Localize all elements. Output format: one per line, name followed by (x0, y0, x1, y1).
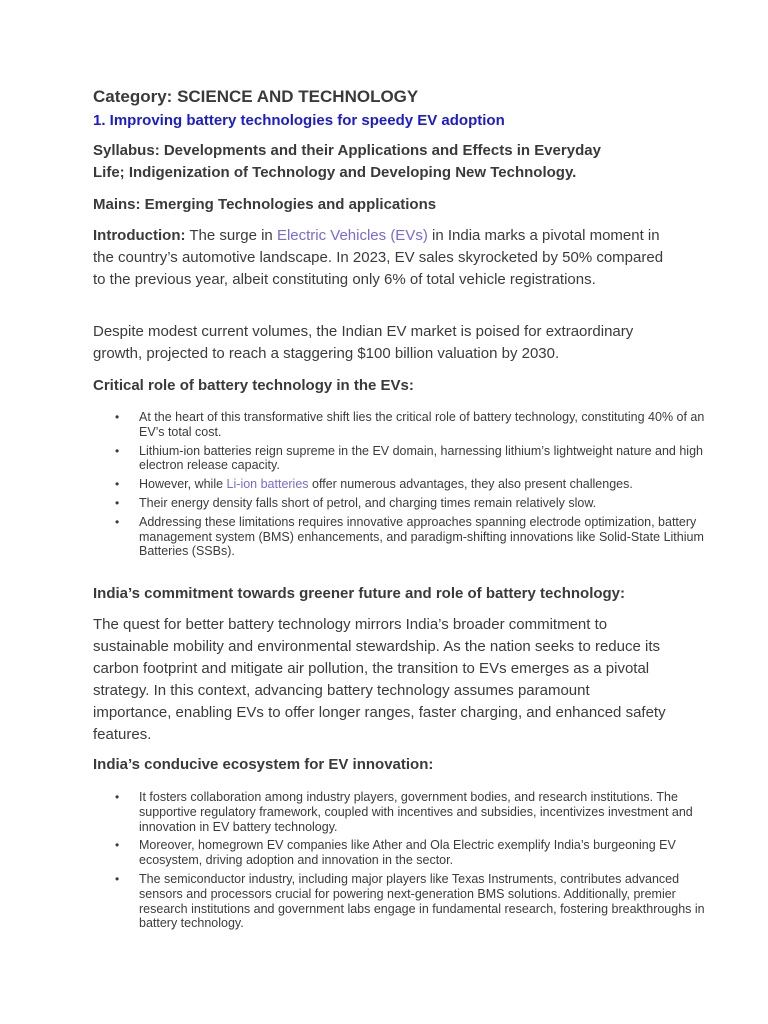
list-item: • It fosters collaboration among industry players, government bodies, and research institutions. The supportive regulatory framework, coupled with incentives and subsidies, incentivizes investment and innovation in EV battery technology. (139, 790, 724, 834)
list-item: • Their energy density falls short of petrol, and charging times remain relatively slow. (139, 496, 724, 511)
ecosystem-list (93, 790, 724, 931)
ecosystem-heading: India’s conducive ecosystem for EV innovation: (93, 756, 434, 773)
syllabus (93, 140, 678, 184)
introduction-text-1: The surge in (185, 227, 277, 244)
list-item: • Addressing these limitations requires innovative approaches spanning electrode optimization, battery management system (BMS) enhancements, and paradigm-shifting innovations like Solid-State Lithium Batteries (SSBs). (139, 515, 724, 559)
li-ion-batteries-link[interactable]: Li-ion batteries (226, 477, 309, 492)
introduction-label: Introduction: (93, 227, 186, 244)
ev-link[interactable]: Electric Vehicles (EVs) (276, 227, 428, 244)
market-paragraph: Despite modest current volumes, the Indian EV market is poised for extraordinary growth, projected to reach a staggering $100 billion valuation by 2030. (93, 323, 634, 362)
list-item-text-2: offer numerous advantages, they also present challenges. (308, 477, 633, 492)
commitment-paragraph: The quest for better battery technology mirrors India’s broader commitment to sustainable mobility and environmental stewardship. As the nation seeks to reduce its carbon footprint and mitigate air pollution, the transition to EVs emerges as a pivotal strategy. In this context, advancing battery technology assumes paramount importance, enabling EVs to offer longer ranges, faster charging, and enhanced safety features. (93, 616, 666, 743)
list-item (139, 477, 724, 492)
introduction-paragraph (93, 225, 668, 291)
mains-line: Mains: Emerging Technologies and applications (93, 196, 437, 213)
battery-role-list (93, 410, 724, 559)
introduction-text-2: in India marks a pivotal moment in the country’s automotive landscape. In 2023, EV sales skyrocketed by 50% compared to the previous year, albeit constituting only 6% of total vehicle registrations. (93, 227, 664, 288)
article-title: 1. Improving battery technologies for speedy EV adoption (93, 112, 505, 129)
battery-role-heading: Critical role of battery technology in the EVs: (93, 377, 414, 394)
list-item: • Moreover, homegrown EV companies like Ather and Ola Electric exemplify India’s burgeoning EV ecosystem, driving adoption and innovation in the sector. (139, 838, 724, 868)
list-item: • The semiconductor industry, including major players like Texas Instruments, contributes advanced sensors and processors crucial for powering next-generation BMS solutions. Additionally, premier research institutions and government labs engage in fundamental research, fostering breakthroughs in battery technology. (139, 872, 724, 931)
category-heading: Category: SCIENCE AND TECHNOLOGY (93, 87, 419, 106)
list-item-text-1: However, while (139, 477, 227, 492)
commitment-heading: India’s commitment towards greener future and role of battery technology: (93, 585, 626, 602)
syllabus-line-1: Syllabus: Developments and their Applications and Effects in Everyday (93, 142, 601, 159)
syllabus-line-2: Life; Indigenization of Technology and Developing New Technology. (93, 164, 577, 181)
list-item: • Lithium-ion batteries reign supreme in the EV domain, harnessing lithium’s lightweight nature and high electron release capacity. (139, 444, 724, 474)
list-item: • At the heart of this transformative shift lies the critical role of battery technology, constituting 40% of an EV’s total cost. (139, 410, 724, 440)
